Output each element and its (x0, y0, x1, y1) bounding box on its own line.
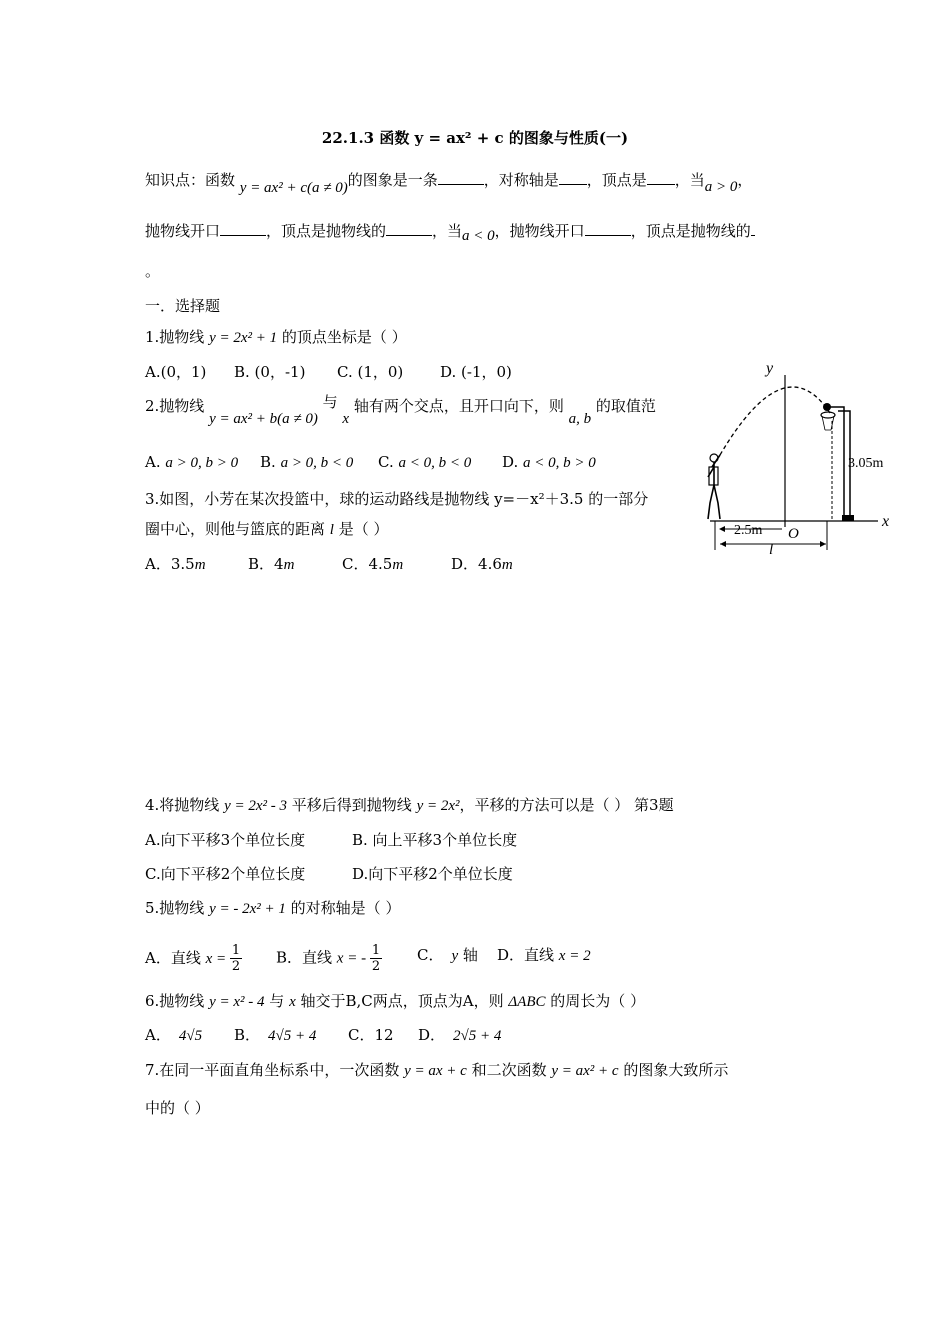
option-c[interactable]: C. a < 0, b < 0 (378, 453, 472, 471)
basketball-figure (690, 355, 900, 555)
question-3-line-1: 3.如图，小芳在某次投篮中，球的运动路线是抛物线 y=－x²＋3.5 的一部分 (145, 490, 649, 508)
option-a[interactable]: A． 4√5 (145, 1026, 203, 1044)
question-5-options (145, 943, 591, 974)
question-3-options (145, 554, 513, 575)
option-c[interactable]: C.向下平移2个单位长度 (145, 865, 306, 883)
origin-label: O (788, 526, 799, 542)
option-d[interactable]: D. (-1，0) (440, 363, 512, 381)
question-7-line-1: 7.在同一平面直角坐标系中，一次函数 y = ax + c 和二次函数 y = ax² + c 的图象大致所示 (145, 1061, 729, 1079)
option-c[interactable]: C． y 轴 (417, 946, 478, 964)
option-c[interactable]: C．12 (348, 1026, 394, 1044)
option-d[interactable]: D．直线 x = 2 (497, 946, 591, 964)
question-4-options-2 (145, 864, 513, 884)
blank[interactable] (751, 221, 755, 236)
height-label: 3.05m (848, 456, 884, 471)
question-2-options (145, 452, 596, 473)
l-label: l (769, 542, 774, 555)
option-c[interactable]: C. (1，0) (337, 363, 404, 381)
fraction: $\frac{1}{2}$ (371, 943, 381, 974)
question-1: 1.抛物线 y = 2x² + 1 的顶点坐标是（ ） (145, 328, 407, 346)
option-b[interactable]: B． 4√5 + 4 (234, 1026, 317, 1044)
option-b[interactable]: B．直线 x = - $\frac{1}{2}$ (276, 943, 381, 974)
question-5: 5.抛物线 y = - 2x² + 1 的对称轴是（ ） (145, 899, 401, 917)
blank[interactable] (647, 170, 675, 185)
knowledge-line-1: 知识点：函数 y = ax² + c(a ≠ 0)的图象是一条 ，对称轴是 ，顶点是 ，当a > 0， (145, 171, 753, 196)
blank[interactable] (220, 221, 266, 236)
option-a[interactable]: A．3.5m (145, 555, 206, 573)
option-d[interactable]: D．4.6m (451, 555, 513, 573)
question-4: 4.将抛物线 y = 2x² - 3 平移后得到抛物线 y = 2x²，平移的方法可以是（ ） 第3题 (145, 796, 674, 814)
option-d[interactable]: D． 2√5 + 4 (418, 1026, 502, 1044)
option-b[interactable]: B. (0，-1) (234, 363, 306, 381)
blank[interactable] (585, 221, 631, 236)
option-a[interactable]: A.向下平移3个单位长度 (145, 831, 306, 849)
fraction: $\frac{1}{2}$ (231, 943, 241, 974)
knowledge-line-2: 抛物线开口 ，顶点是抛物线的 ，当a < 0，抛物线开口 ，顶点是抛物线的 (145, 221, 755, 242)
blank[interactable] (438, 170, 484, 185)
blank[interactable] (386, 221, 432, 236)
blank[interactable] (559, 170, 587, 185)
question-6-options (145, 1025, 502, 1046)
option-b[interactable]: B．4m (248, 555, 295, 573)
question-2: 2.抛物线 y = ax² + b(a ≠ 0) 与 x 轴有两个交点，且开口向下，则 a, b 的取值范 (145, 393, 656, 427)
option-a[interactable]: A．直线 x = $\frac{1}{2}$ (145, 943, 241, 974)
section-heading: 一．选择题 (145, 297, 221, 315)
page-title: 22.1.3 函数 y = ax² + c 的图象与性质(一) (321, 129, 629, 147)
option-d[interactable]: D.向下平移2个单位长度 (352, 865, 513, 883)
option-c[interactable]: C．4.5m (342, 555, 404, 573)
option-b[interactable]: B. 向上平移3个单位长度 (352, 831, 518, 849)
x-axis-label: x (882, 513, 890, 530)
question-1-options (145, 362, 512, 382)
question-6: 6.抛物线 y = x² - 4 与 x 轴交于B,C两点，顶点为A，则 ΔABC 的周长为（ ） (145, 992, 646, 1010)
option-a[interactable]: A.(0，1) (145, 363, 207, 381)
distance-label: 2.5m (734, 523, 763, 538)
figure-svg (690, 355, 900, 555)
option-a[interactable]: A. a > 0, b > 0 (145, 453, 239, 471)
option-b[interactable]: B. a > 0, b < 0 (260, 453, 354, 471)
option-d[interactable]: D. a < 0, b > 0 (502, 453, 596, 471)
question-7-line-2: 中的（ ） (145, 1099, 210, 1117)
knowledge-line-3: 。 (145, 262, 161, 280)
y-axis-label: y (766, 360, 774, 377)
question-3-line-2: 圈中心，则他与篮底的距离 l 是（ ） (145, 520, 389, 538)
question-4-options-1 (145, 830, 518, 850)
